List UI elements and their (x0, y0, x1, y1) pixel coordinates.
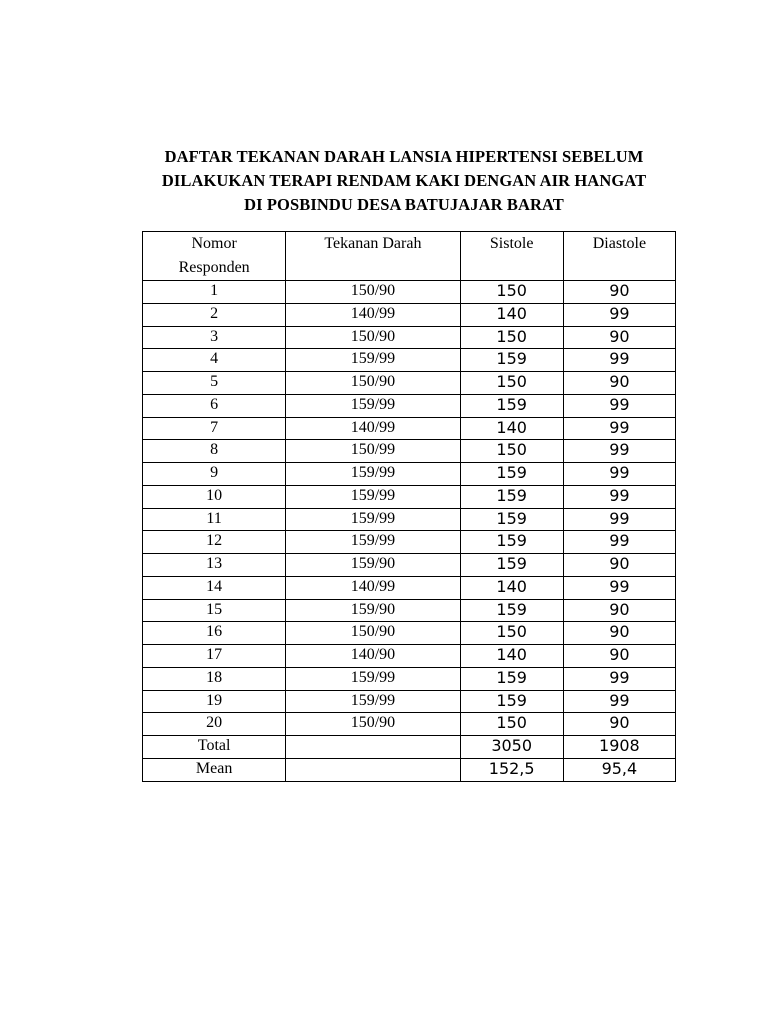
cell-nomor: 3 (143, 326, 286, 349)
cell-tekanan-darah: 150/90 (286, 622, 460, 645)
cell-sistole: 140 (460, 303, 563, 326)
table-row (143, 508, 676, 531)
header-nomor-line2: Responden (178, 259, 250, 276)
table-row (143, 645, 676, 668)
cell-nomor: 4 (143, 349, 286, 372)
cell-nomor: 18 (143, 667, 286, 690)
cell-diastole: 90 (563, 372, 675, 395)
table-row (143, 326, 676, 349)
cell-nomor: 5 (143, 372, 286, 395)
table-row (143, 667, 676, 690)
header-diastole: Diastole (563, 232, 675, 281)
cell-sistole: 159 (460, 690, 563, 713)
cell-nomor: 14 (143, 576, 286, 599)
cell-sistole: 150 (460, 372, 563, 395)
cell-tekanan-darah: 150/90 (286, 372, 460, 395)
cell-tekanan-darah: 140/99 (286, 417, 460, 440)
cell-nomor: 17 (143, 645, 286, 668)
blood-pressure-table (142, 231, 676, 782)
table-row (143, 690, 676, 713)
cell-tekanan-darah: 150/90 (286, 281, 460, 304)
cell-diastole: 90 (563, 326, 675, 349)
cell-diastole: 99 (563, 531, 675, 554)
cell-sistole: 150 (460, 440, 563, 463)
cell-diastole: 99 (563, 508, 675, 531)
header-tekanan-darah: Tekanan Darah (286, 232, 460, 281)
cell-nomor: 2 (143, 303, 286, 326)
cell-tekanan-darah: 150/90 (286, 326, 460, 349)
cell-diastole: 99 (563, 667, 675, 690)
cell-tekanan-darah: 140/99 (286, 576, 460, 599)
mean-tekanan (286, 758, 460, 781)
table-row (143, 485, 676, 508)
cell-diastole: 90 (563, 281, 675, 304)
table-row (143, 599, 676, 622)
cell-tekanan-darah: 159/99 (286, 463, 460, 486)
cell-diastole: 90 (563, 599, 675, 622)
cell-nomor: 13 (143, 554, 286, 577)
cell-nomor: 9 (143, 463, 286, 486)
cell-tekanan-darah: 159/99 (286, 394, 460, 417)
table-header-row (143, 232, 676, 281)
cell-diastole: 99 (563, 394, 675, 417)
cell-nomor: 11 (143, 508, 286, 531)
cell-tekanan-darah: 159/99 (286, 531, 460, 554)
cell-sistole: 150 (460, 281, 563, 304)
cell-nomor: 12 (143, 531, 286, 554)
table-row (143, 463, 676, 486)
mean-sistole: 152,5 (460, 758, 563, 781)
cell-sistole: 150 (460, 713, 563, 736)
table-row (143, 349, 676, 372)
cell-sistole: 159 (460, 554, 563, 577)
cell-diastole: 99 (563, 485, 675, 508)
title-line-2: DILAKUKAN TERAPI RENDAM KAKI DENGAN AIR HANGAT (161, 171, 647, 190)
cell-diastole: 99 (563, 690, 675, 713)
table-row (143, 440, 676, 463)
table-row (143, 372, 676, 395)
cell-diastole: 99 (563, 303, 675, 326)
cell-sistole: 159 (460, 508, 563, 531)
header-sistole: Sistole (460, 232, 563, 281)
cell-diastole: 90 (563, 622, 675, 645)
header-nomor-line1: Nomor (191, 235, 237, 252)
cell-diastole: 90 (563, 713, 675, 736)
cell-nomor: 1 (143, 281, 286, 304)
table-row (143, 554, 676, 577)
cell-diastole: 90 (563, 554, 675, 577)
cell-sistole: 150 (460, 622, 563, 645)
cell-sistole: 159 (460, 485, 563, 508)
document-title (0, 145, 768, 217)
cell-sistole: 159 (460, 394, 563, 417)
title-line-3: DI POSBINDU DESA BATUJAJAR BARAT (244, 195, 564, 214)
cell-tekanan-darah: 150/99 (286, 440, 460, 463)
cell-nomor: 20 (143, 713, 286, 736)
table-row (143, 622, 676, 645)
table-row (143, 417, 676, 440)
cell-nomor: 16 (143, 622, 286, 645)
cell-diastole: 90 (563, 645, 675, 668)
cell-diastole: 99 (563, 440, 675, 463)
cell-sistole: 159 (460, 463, 563, 486)
cell-tekanan-darah: 159/99 (286, 508, 460, 531)
cell-sistole: 159 (460, 349, 563, 372)
total-tekanan (286, 736, 460, 759)
table-body (143, 281, 676, 736)
cell-sistole: 159 (460, 531, 563, 554)
cell-sistole: 150 (460, 326, 563, 349)
cell-diastole: 99 (563, 463, 675, 486)
table-row (143, 713, 676, 736)
cell-sistole: 159 (460, 599, 563, 622)
total-row (143, 736, 676, 759)
cell-tekanan-darah: 159/99 (286, 690, 460, 713)
cell-sistole: 140 (460, 417, 563, 440)
mean-row (143, 758, 676, 781)
cell-sistole: 140 (460, 576, 563, 599)
cell-tekanan-darah: 150/90 (286, 713, 460, 736)
cell-sistole: 140 (460, 645, 563, 668)
title-line-1: DAFTAR TEKANAN DARAH LANSIA HIPERTENSI SEBELUM (164, 147, 644, 166)
table-row (143, 303, 676, 326)
cell-nomor: 7 (143, 417, 286, 440)
total-label: Total (143, 736, 286, 759)
table-row (143, 576, 676, 599)
table-row (143, 394, 676, 417)
mean-label: Mean (143, 758, 286, 781)
cell-diastole: 99 (563, 349, 675, 372)
header-nomor-responden (143, 232, 286, 281)
table-row (143, 281, 676, 304)
cell-tekanan-darah: 159/99 (286, 349, 460, 372)
cell-diastole: 99 (563, 417, 675, 440)
mean-diastole: 95,4 (563, 758, 675, 781)
cell-tekanan-darah: 140/90 (286, 645, 460, 668)
cell-tekanan-darah: 159/90 (286, 599, 460, 622)
total-diastole: 1908 (563, 736, 675, 759)
cell-nomor: 15 (143, 599, 286, 622)
total-sistole: 3050 (460, 736, 563, 759)
cell-tekanan-darah: 159/99 (286, 485, 460, 508)
cell-diastole: 99 (563, 576, 675, 599)
cell-nomor: 19 (143, 690, 286, 713)
cell-nomor: 6 (143, 394, 286, 417)
cell-sistole: 159 (460, 667, 563, 690)
cell-nomor: 8 (143, 440, 286, 463)
cell-nomor: 10 (143, 485, 286, 508)
table-row (143, 531, 676, 554)
cell-tekanan-darah: 159/99 (286, 667, 460, 690)
cell-tekanan-darah: 159/90 (286, 554, 460, 577)
cell-tekanan-darah: 140/99 (286, 303, 460, 326)
